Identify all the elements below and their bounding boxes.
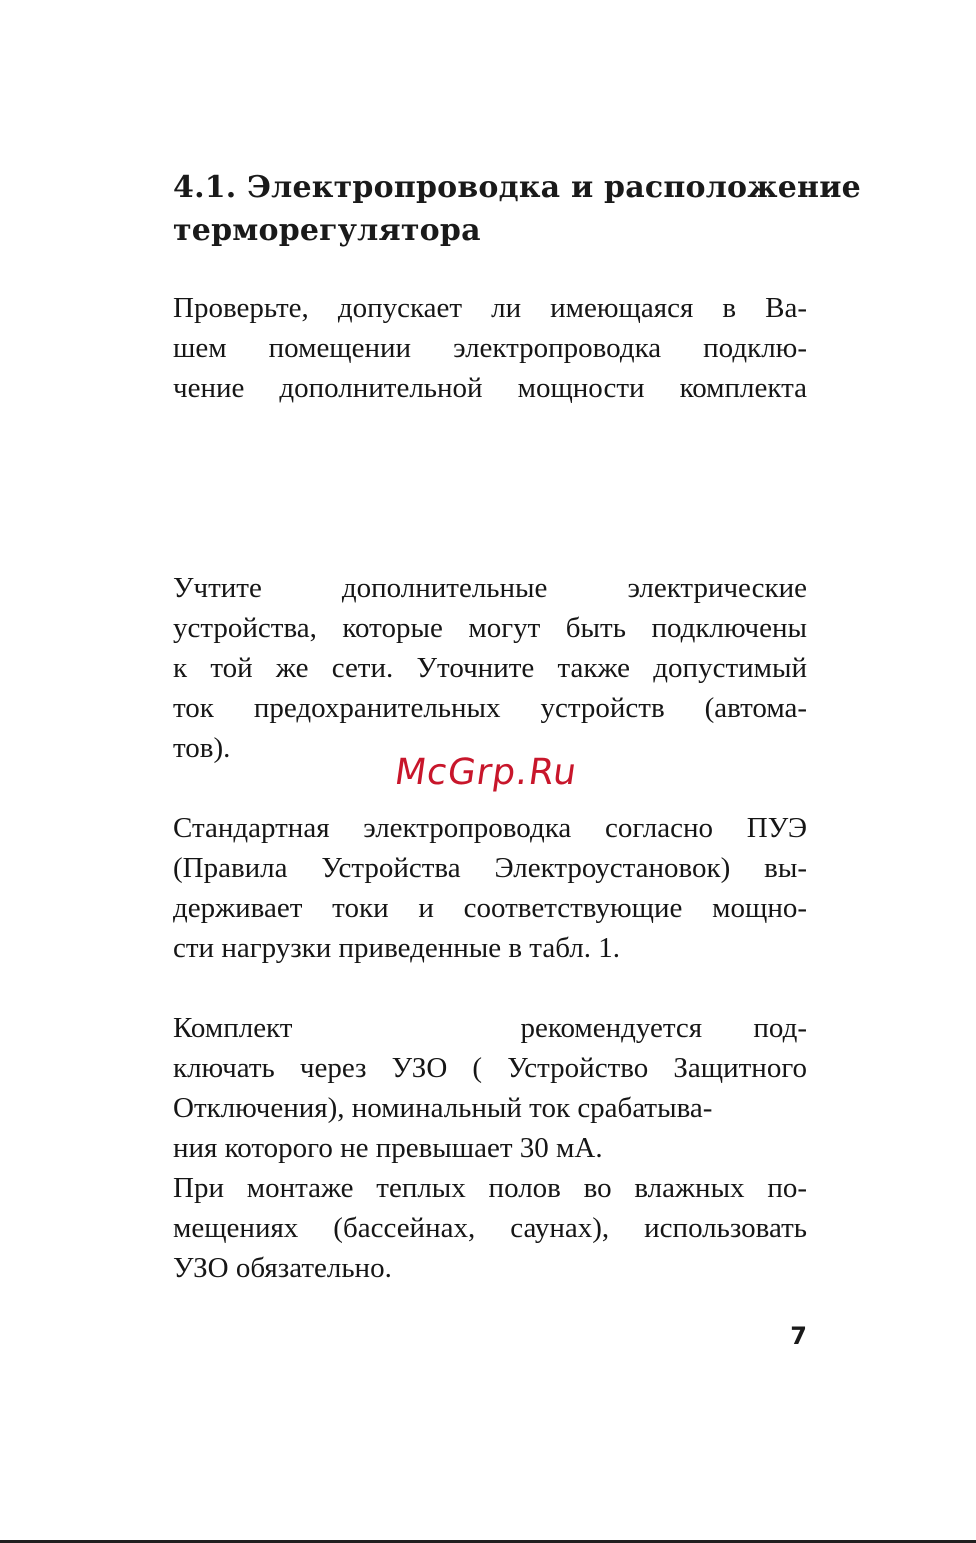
paragraph-line: При монтаже теплых полов во влажных по- (173, 1172, 807, 1204)
paragraph-line: Учтите дополнительные электрические (173, 572, 807, 604)
section-heading (173, 166, 861, 252)
paragraph-line: тов). (173, 732, 231, 764)
heading-line-1: 4.1. Электропроводка и расположение (173, 170, 861, 205)
paragraph-line: (Правила Устройства Электроустановок) вы- (173, 852, 807, 884)
paragraph-line-end: рекомендуется под- (520, 1012, 807, 1044)
paragraph-line: ния которого не превышает 30 мА. (173, 1132, 603, 1164)
watermark-logo: McGrp.Ru (392, 752, 580, 793)
paragraph-rcd-recommendation (173, 1008, 807, 1288)
paragraph-standard-wiring (173, 808, 807, 968)
paragraph-line: сти нагрузки приведенные в табл. 1. (173, 932, 620, 964)
paragraph-wiring-check (173, 288, 807, 408)
paragraph-line: держивает токи и соответствующие мощно- (173, 892, 807, 924)
paragraph-line (173, 1008, 807, 1048)
paragraph-line-start: Комплект (173, 1012, 293, 1044)
paragraph-line: к той же сети. Уточните также допустимый (173, 652, 807, 684)
heading-line-2: терморегулятора (173, 213, 481, 248)
paragraph-line: Стандартная электропроводка согласно ПУЭ (173, 812, 807, 844)
paragraph-line: устройства, которые могут быть подключены (173, 612, 807, 644)
paragraph-line: ключать через УЗО ( Устройство Защитного (173, 1052, 807, 1084)
paragraph-line: ток предохранительных устройств (автома- (173, 692, 807, 724)
page-number: 7 (790, 1322, 807, 1350)
paragraph-line: чение дополнительной мощности комплекта (173, 372, 807, 404)
paragraph-line: Отключения), номинальный ток срабатыва- (173, 1092, 713, 1124)
paragraph-line: УЗО обязательно. (173, 1252, 392, 1284)
paragraph-line: шем помещении электропроводка подклю- (173, 332, 807, 364)
paragraph-line: мещениях (бассейнах, саунах), использовать (173, 1212, 807, 1244)
paragraph-line: Проверьте, допускает ли имеющаяся в Ва- (173, 292, 807, 324)
paragraph-additional-devices (173, 568, 807, 768)
